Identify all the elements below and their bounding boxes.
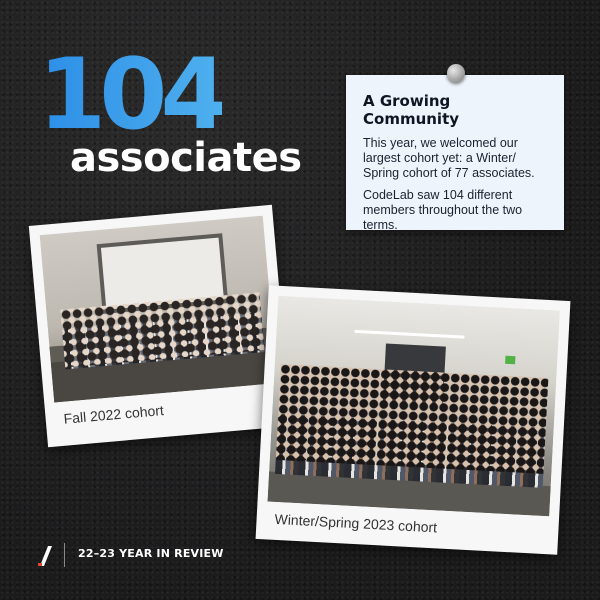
headline-word: associates <box>70 135 302 181</box>
footer-text: 22–23 YEAR IN REVIEW <box>78 547 224 560</box>
pushpin-icon <box>447 64 465 82</box>
winter-spring-cohort-image <box>268 296 560 516</box>
note-title: A Growing Community <box>363 92 460 128</box>
note-paragraph-2: CodeLab saw 104 different members throughout the two terms. <box>363 188 523 232</box>
fall-cohort-photo <box>29 205 291 447</box>
headline-number: 104 <box>38 38 222 152</box>
fall-cohort-caption: Fall 2022 cohort <box>63 402 165 427</box>
footer-divider <box>64 543 65 567</box>
fall-cohort-image <box>40 216 278 403</box>
winter-spring-cohort-caption: Winter/Spring 2023 cohort <box>274 510 438 536</box>
codelab-slash-logo-icon <box>36 544 56 568</box>
community-note <box>346 75 564 230</box>
winter-spring-cohort-photo <box>256 285 571 554</box>
note-paragraph-1: This year, we welcomed our largest cohort yet: a Winter/ Spring cohort of 77 associates. <box>363 136 535 180</box>
